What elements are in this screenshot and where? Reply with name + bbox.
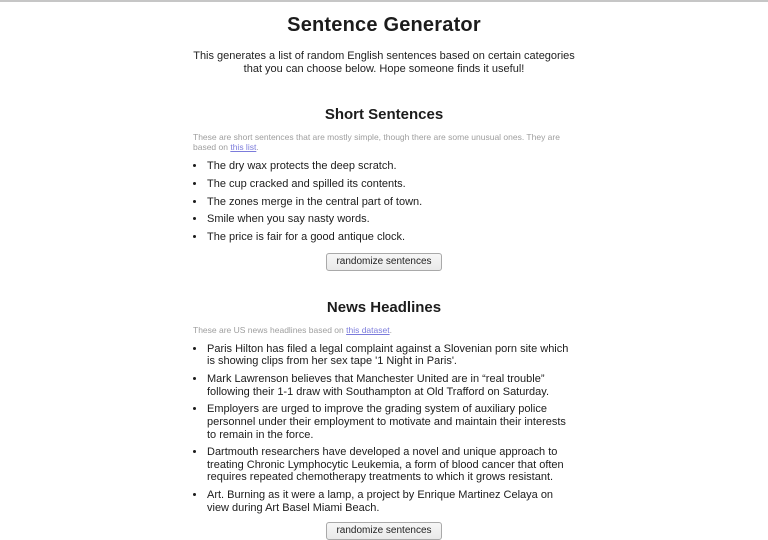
short-sentences-button-row <box>193 251 575 271</box>
note-text: These are short sentences that are mostly simple, though there are some unusual ones. They are based on <box>193 131 560 153</box>
news-headline-list <box>193 343 575 515</box>
short-sentence-list <box>193 160 575 243</box>
list-item: • Mark Lawrenson believes that Manchester United are in “real trouble” following their 1-1 draw with Southampton at Old Trafford on Saturday. <box>206 373 575 398</box>
list-item: • The price is fair for a good antique clock. <box>206 231 575 244</box>
note-text-suffix: . <box>389 324 392 335</box>
short-sentences-note <box>193 132 575 152</box>
list-item: • Smile when you say nasty words. <box>206 213 575 226</box>
list-item: • The zones merge in the central part of town. <box>206 196 575 209</box>
list-item: • Employers are urged to improve the grading system of auxiliary police personnel under their employment to motivate and maintain their interests to remain in the force. <box>206 403 575 441</box>
page-subtitle: This generates a list of random English sentences based on certain categories that you can choose below. Hope someone finds it useful! <box>193 50 575 75</box>
news-headlines-button-row <box>193 520 575 540</box>
short-sentences-heading: Short Sentences <box>324 105 444 123</box>
news-headlines-heading: News Headlines <box>326 298 442 316</box>
this-dataset-link[interactable]: this dataset <box>346 324 390 335</box>
this-list-link[interactable]: this list <box>230 142 257 153</box>
list-item: • Paris Hilton has filed a legal complaint against a Slovenian porn site which is showing clips from her sex tape '1 Night in Paris'. <box>206 343 575 368</box>
list-item: • The cup cracked and spilled its contents. <box>206 178 575 191</box>
news-headlines-note <box>193 325 575 335</box>
note-text-suffix: . <box>256 142 259 153</box>
note-text: These are US news headlines based on <box>193 324 347 335</box>
randomize-news-headlines-button[interactable]: randomize sentences <box>326 522 441 540</box>
section-short-sentences <box>193 106 575 271</box>
page <box>193 2 575 540</box>
list-item: • Dartmouth researchers have developed a novel and unique approach to treating Chronic Lymphocytic Leukemia, a form of blood cancer that often requires repeated chemotherapy treatments to which it grows resistant. <box>206 446 575 484</box>
list-item: • The dry wax protects the deep scratch. <box>206 160 575 173</box>
list-item: • Art. Burning as it were a lamp, a project by Enrique Martinez Celaya on view during Art Basel Miami Beach. <box>206 489 575 514</box>
page-title: Sentence Generator <box>287 14 481 36</box>
randomize-short-sentences-button[interactable]: randomize sentences <box>326 253 441 271</box>
section-news-headlines <box>193 299 575 540</box>
